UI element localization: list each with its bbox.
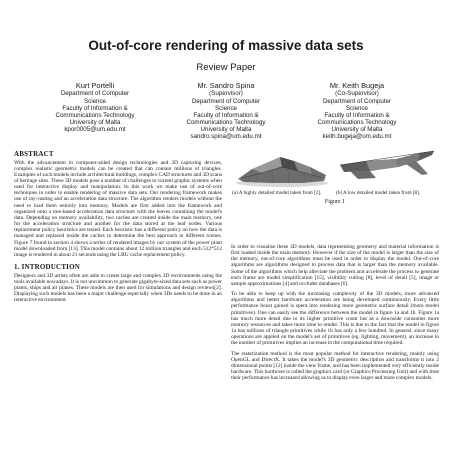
author-affiliation: Faculty of Information & [193, 111, 259, 119]
paper-subtitle: Review Paper [196, 62, 256, 73]
author-affiliation: Science [214, 104, 237, 112]
paragraph: To be able to keep up with the increasing complexity of the 3D models, more advanced algorithms and better hardware acceleration are being developed continuously. Every little performance boost gained is spent into rendering more geometric surface detail (more model primitives). One can easily see the difference between the model in figure 1a and 1b. Figure 1a has much more detail due to its higher primitive count but as a downside consumes more memory resources and takes more time to render. This is due to the fact that the model in figure 1a has millions of triangle primitives while 1b has only a few hundred. In general, since many operations are applied on the model's set of primitives (eg. lighting, movement), an increase in the number of primitives implies an increase in the computational time required. [231, 291, 439, 347]
figure-1b-caption: (b) A low detailed model taken from [8]. [336, 190, 421, 196]
figure-1b-image [336, 145, 438, 189]
author-email: keith.bugeja@um.edu.mt [322, 132, 392, 140]
introduction-heading: 1. INTRODUCTION [14, 263, 81, 271]
author-3 [292, 82, 422, 140]
author-affiliation: University of Malta [200, 125, 252, 133]
author-affiliation: University of Malta [69, 118, 121, 126]
author-role: (Co-Supervisor) [335, 90, 379, 98]
author-name: Kurt Portelli [75, 81, 115, 90]
author-affiliation: Science [83, 97, 106, 105]
author-role: (Supervisor) [209, 90, 243, 98]
author-affiliation: University of Malta [331, 125, 383, 133]
author-email: sandro.spina@um.edu.mt [190, 132, 262, 140]
author-affiliation: Department of Computer [322, 97, 392, 105]
abstract-text: With the advancement in computer-aided design technologies and 3D capturing devices, complex realistic geometric models can be created that can contain millions of triangles. Examples of such models include architectural buildings, complex CAD structures and 3D scans of heritage sites. These 3D models pose a number of challenges to current graphic systems when used for interactive display and manipulation. In this work we make use of out-of-core techniques in order to enable rendering of massive data sets. Our rendering framework makes use of ray-casting and an acceleration data structure. The algorithm renders models without the need to load them entirely into memory. Models are first added into the framework and organized onto a tree-based acceleration data structure with the leaves containing the model's data. Depending on memory availability, two caches are created inside the main memory, one for the acceleration structure and another for the data stored at the leaf nodes. Various replacement policy heuristics are tested. Each heuristic has a different policy on how the data is managed and replaced inside the caches to determine the best approach in different scenes. Figure 7 found in section 4 shows a series of rendered images by our system of the power plant model downloaded from [13]. This model contains about 12 million triangles and each 512*512 image is rendered in about 21 seconds using the LRU cache replacement policy. [14, 159, 222, 258]
paper-title: Out-of-core rendering of massive data sets [88, 38, 364, 53]
abstract-heading: ABSTRACT [14, 150, 54, 158]
author-name: Mr. Keith Bugeja [329, 81, 385, 90]
author-affiliation: Faculty of Information & [324, 111, 390, 119]
author-2 [161, 82, 291, 140]
paragraph: The rasterization method is the most popular method for interactive rendering, mainly using OpenGL and DirectX. It takes the model's 3D geometric description and transforms it into 2 dimensional points [12] inside the view frame, and has been implemented very efficiently inside hardware. This hardware is called the graphics card (or Graphics Processing Unit) and with time their performance has increased allowing us to display even larger and more complex models. [231, 350, 439, 382]
introduction-text: Designers and 3D artists often are able to create large and complex 3D environments using the tools available nowadays. It is not uncommon to generate gigabyte-sized data sets such as power plants, ships and air planes. These models are then used for simulations and design reviews[2]. Displaying such models has been a major challenge especially when 3Ds needs to be done in an interactive environment. [14, 272, 222, 304]
figure-1-label: Figure 1 [324, 199, 346, 205]
author-affiliation: Faculty of Information & [62, 104, 128, 112]
author-block [30, 82, 422, 142]
left-column [14, 150, 222, 303]
author-affiliation: Communications Technology [317, 118, 397, 126]
author-1 [30, 82, 160, 133]
author-affiliation: Communications Technology [55, 111, 135, 119]
author-affiliation: Science [345, 104, 368, 112]
author-affiliation: Communications Technology [186, 118, 266, 126]
figure-1a-caption: (a) A highly detailed model taken from [2]. [232, 190, 322, 196]
paragraph: In order to visualise these 3D models, data representing geometry and material information is first loaded inside the main memory. However if the size of the model is larger than the size of the memory, out-of-core algorithms must be used in order to display the model. Out-of-core algorithms are algorithms designed to process data that is larger than the memory available. Some of the algorithms which help alleviate the problem and accelerate the process to generate each frame are model simplification [15], visibility culling [8], level of detail [5], image or sample approximations [4] and occluder databases [6]. [231, 244, 439, 287]
right-column [231, 244, 439, 385]
figure-1a-image [232, 145, 332, 189]
author-name: Mr. Sandro Spina [197, 81, 255, 90]
author-affiliation: Department of Computer [60, 90, 130, 98]
author-email: kpor0005@um.edu.mt [64, 125, 126, 133]
author-affiliation: Department of Computer [191, 97, 261, 105]
